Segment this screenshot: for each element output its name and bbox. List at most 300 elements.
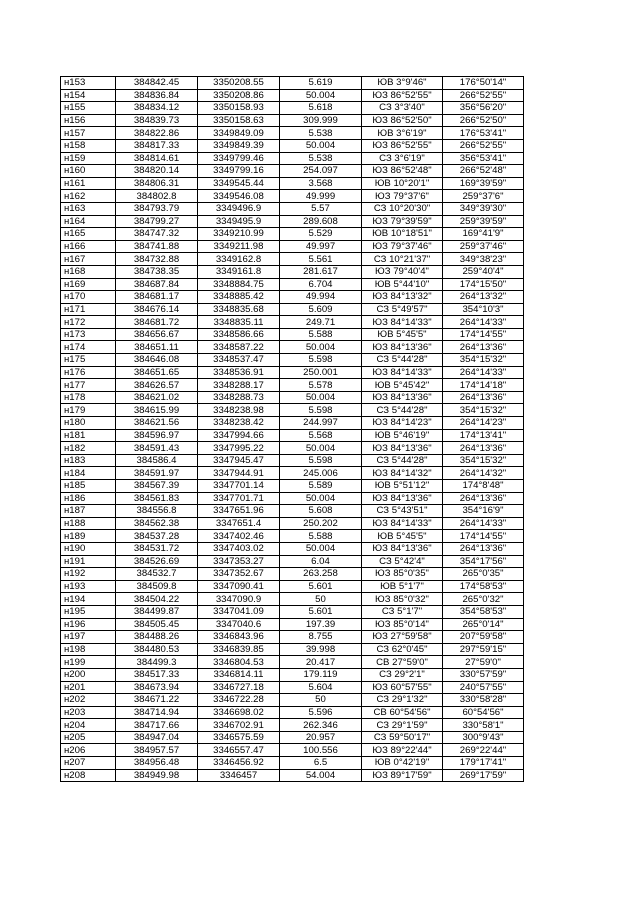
x-coordinate-cell: 384822.86 [116, 127, 198, 140]
rhumb-cell: СЗ 5°42'4" [362, 555, 443, 568]
length-cell: 5.608 [280, 505, 362, 518]
y-coordinate-cell: 3347403.02 [198, 542, 280, 555]
table-row [61, 568, 524, 581]
azimuth-cell: 27°59'0" [443, 656, 524, 669]
rhumb-cell: ЮВ 10°18'51" [362, 228, 443, 241]
rhumb-cell: СЗ 29°1'59" [362, 719, 443, 732]
length-cell: 6.5 [280, 757, 362, 770]
azimuth-cell: 354°15'32" [443, 454, 524, 467]
azimuth-cell: 179°17'41" [443, 757, 524, 770]
y-coordinate-cell: 3347995.22 [198, 442, 280, 455]
x-coordinate-cell: 384591.97 [116, 467, 198, 480]
x-coordinate-cell: 384504.22 [116, 593, 198, 606]
x-coordinate-cell: 384806.31 [116, 177, 198, 190]
rhumb-cell: СЗ 62°0'45" [362, 643, 443, 656]
table-row [61, 202, 524, 215]
length-cell: 5.538 [280, 152, 362, 165]
length-cell: 309.999 [280, 114, 362, 127]
table-row [61, 89, 524, 102]
azimuth-cell: 349°38'23" [443, 253, 524, 266]
rhumb-cell: ЮВ 10°20'1" [362, 177, 443, 190]
table-row [61, 417, 524, 430]
table-row [61, 177, 524, 190]
azimuth-cell: 264°13'36" [443, 341, 524, 354]
rhumb-cell: ЮВ 5°51'12" [362, 480, 443, 493]
length-cell: 50.004 [280, 139, 362, 152]
table-row [61, 139, 524, 152]
table-row [61, 77, 524, 90]
azimuth-cell: 176°53'41" [443, 127, 524, 140]
rhumb-cell: ЮЗ 84°14'33" [362, 517, 443, 530]
point-id-cell: н186 [61, 492, 116, 505]
length-cell: 50.004 [280, 492, 362, 505]
length-cell: 6.04 [280, 555, 362, 568]
y-coordinate-cell: 3350208.55 [198, 77, 280, 90]
azimuth-cell: 266°52'48" [443, 165, 524, 178]
rhumb-cell: ЮЗ 84°13'32" [362, 291, 443, 304]
table-row [61, 555, 524, 568]
azimuth-cell: 264°14'33" [443, 316, 524, 329]
point-id-cell: н196 [61, 618, 116, 631]
y-coordinate-cell: 3346698.02 [198, 706, 280, 719]
table-row [61, 165, 524, 178]
x-coordinate-cell: 384621.02 [116, 391, 198, 404]
azimuth-cell: 207°59'58" [443, 631, 524, 644]
rhumb-cell: ЮЗ 85°0'35" [362, 568, 443, 581]
x-coordinate-cell: 384517.33 [116, 668, 198, 681]
table-row [61, 744, 524, 757]
y-coordinate-cell: 3347945.47 [198, 454, 280, 467]
rhumb-cell: ЮЗ 27°59'58" [362, 631, 443, 644]
length-cell: 5.596 [280, 706, 362, 719]
point-id-cell: н158 [61, 139, 116, 152]
table-row [61, 114, 524, 127]
x-coordinate-cell: 384714.94 [116, 706, 198, 719]
y-coordinate-cell: 3348288.17 [198, 379, 280, 392]
table-row [61, 190, 524, 203]
x-coordinate-cell: 384793.79 [116, 202, 198, 215]
rhumb-cell: ЮЗ 89°17'59" [362, 769, 443, 782]
point-id-cell: н205 [61, 731, 116, 744]
point-id-cell: н153 [61, 77, 116, 90]
table-row [61, 278, 524, 291]
azimuth-cell: 174°14'55" [443, 328, 524, 341]
x-coordinate-cell: 384531.72 [116, 542, 198, 555]
length-cell: 263.258 [280, 568, 362, 581]
x-coordinate-cell: 384596.97 [116, 429, 198, 442]
y-coordinate-cell: 3349545.44 [198, 177, 280, 190]
point-id-cell: н174 [61, 341, 116, 354]
azimuth-cell: 264°13'36" [443, 542, 524, 555]
x-coordinate-cell: 384499.3 [116, 656, 198, 669]
x-coordinate-cell: 384586.4 [116, 454, 198, 467]
y-coordinate-cell: 3349161.8 [198, 265, 280, 278]
x-coordinate-cell: 384681.17 [116, 291, 198, 304]
y-coordinate-cell: 3346814.11 [198, 668, 280, 681]
x-coordinate-cell: 384839.73 [116, 114, 198, 127]
azimuth-cell: 300°9'43" [443, 731, 524, 744]
point-id-cell: н195 [61, 605, 116, 618]
length-cell: 254.097 [280, 165, 362, 178]
point-id-cell: н170 [61, 291, 116, 304]
rhumb-cell: ЮВ 5°46'19" [362, 429, 443, 442]
x-coordinate-cell: 384676.14 [116, 303, 198, 316]
y-coordinate-cell: 3346575.59 [198, 731, 280, 744]
rhumb-cell: ЮЗ 79°39'59" [362, 215, 443, 228]
azimuth-cell: 354°58'53" [443, 605, 524, 618]
length-cell: 49.994 [280, 291, 362, 304]
point-id-cell: н166 [61, 240, 116, 253]
azimuth-cell: 259°39'59" [443, 215, 524, 228]
rhumb-cell: СЗ 5°1'7" [362, 605, 443, 618]
azimuth-cell: 265°0'32" [443, 593, 524, 606]
x-coordinate-cell: 384626.57 [116, 379, 198, 392]
y-coordinate-cell: 3348536.91 [198, 366, 280, 379]
table-row [61, 643, 524, 656]
x-coordinate-cell: 384480.53 [116, 643, 198, 656]
azimuth-cell: 269°22'44" [443, 744, 524, 757]
azimuth-cell: 264°13'36" [443, 442, 524, 455]
table-row [61, 593, 524, 606]
point-id-cell: н200 [61, 668, 116, 681]
point-id-cell: н164 [61, 215, 116, 228]
point-id-cell: н185 [61, 480, 116, 493]
azimuth-cell: 265°0'35" [443, 568, 524, 581]
table-row [61, 530, 524, 543]
y-coordinate-cell: 3346702.91 [198, 719, 280, 732]
y-coordinate-cell: 3349211.98 [198, 240, 280, 253]
x-coordinate-cell: 384505.45 [116, 618, 198, 631]
y-coordinate-cell: 3346722.28 [198, 694, 280, 707]
azimuth-cell: 266°52'50" [443, 114, 524, 127]
y-coordinate-cell: 3348885.42 [198, 291, 280, 304]
rhumb-cell: ЮЗ 86°52'55" [362, 89, 443, 102]
y-coordinate-cell: 3349162.8 [198, 253, 280, 266]
table-row [61, 316, 524, 329]
rhumb-cell: ЮВ 0°42'19" [362, 757, 443, 770]
y-coordinate-cell: 3347651.4 [198, 517, 280, 530]
azimuth-cell: 330°58'28" [443, 694, 524, 707]
y-coordinate-cell: 3348288.73 [198, 391, 280, 404]
azimuth-cell: 349°39'30" [443, 202, 524, 215]
point-id-cell: н160 [61, 165, 116, 178]
point-id-cell: н192 [61, 568, 116, 581]
point-id-cell: н161 [61, 177, 116, 190]
table-row [61, 328, 524, 341]
length-cell: 5.568 [280, 429, 362, 442]
azimuth-cell: 264°14'23" [443, 417, 524, 430]
point-id-cell: н184 [61, 467, 116, 480]
rhumb-cell: ЮЗ 84°14'32" [362, 467, 443, 480]
length-cell: 20.957 [280, 731, 362, 744]
azimuth-cell: 264°14'32" [443, 467, 524, 480]
table-row [61, 769, 524, 782]
x-coordinate-cell: 384591.43 [116, 442, 198, 455]
table-row [61, 354, 524, 367]
rhumb-cell: ЮВ 5°45'5" [362, 530, 443, 543]
length-cell: 5.529 [280, 228, 362, 241]
table-row [61, 152, 524, 165]
table-row [61, 694, 524, 707]
x-coordinate-cell: 384681.72 [116, 316, 198, 329]
rhumb-cell: СЗ 59°50'17" [362, 731, 443, 744]
table-row [61, 429, 524, 442]
point-id-cell: н182 [61, 442, 116, 455]
rhumb-cell: ЮЗ 84°14'33" [362, 316, 443, 329]
point-id-cell: н190 [61, 542, 116, 555]
azimuth-cell: 297°59'15" [443, 643, 524, 656]
table-row [61, 391, 524, 404]
length-cell: 50 [280, 694, 362, 707]
table-row [61, 265, 524, 278]
y-coordinate-cell: 3350158.63 [198, 114, 280, 127]
rhumb-cell: ЮЗ 79°37'6" [362, 190, 443, 203]
point-id-cell: н175 [61, 354, 116, 367]
y-coordinate-cell: 3348835.11 [198, 316, 280, 329]
y-coordinate-cell: 3347040.6 [198, 618, 280, 631]
table-row [61, 467, 524, 480]
rhumb-cell: ЮЗ 79°40'4" [362, 265, 443, 278]
length-cell: 50.004 [280, 442, 362, 455]
x-coordinate-cell: 384949.98 [116, 769, 198, 782]
length-cell: 262.346 [280, 719, 362, 732]
length-cell: 197.39 [280, 618, 362, 631]
rhumb-cell: СЗ 5°44'28" [362, 404, 443, 417]
azimuth-cell: 240°57'55" [443, 681, 524, 694]
x-coordinate-cell: 384820.14 [116, 165, 198, 178]
y-coordinate-cell: 3346804.53 [198, 656, 280, 669]
length-cell: 6.704 [280, 278, 362, 291]
table-row [61, 240, 524, 253]
table-row [61, 215, 524, 228]
azimuth-cell: 174°8'48" [443, 480, 524, 493]
length-cell: 5.618 [280, 102, 362, 115]
point-id-cell: н202 [61, 694, 116, 707]
rhumb-cell: СЗ 10°20'30" [362, 202, 443, 215]
y-coordinate-cell: 3347944.91 [198, 467, 280, 480]
y-coordinate-cell: 3349546.08 [198, 190, 280, 203]
rhumb-cell: СЗ 29°2'1" [362, 668, 443, 681]
y-coordinate-cell: 3347701.14 [198, 480, 280, 493]
rhumb-cell: СЗ 5°43'51" [362, 505, 443, 518]
x-coordinate-cell: 384499.87 [116, 605, 198, 618]
point-id-cell: н177 [61, 379, 116, 392]
y-coordinate-cell: 3349496.9 [198, 202, 280, 215]
azimuth-cell: 354°15'32" [443, 354, 524, 367]
rhumb-cell: СЗ 3°6'19" [362, 152, 443, 165]
point-id-cell: н201 [61, 681, 116, 694]
table-row [61, 127, 524, 140]
length-cell: 245.006 [280, 467, 362, 480]
table-row [61, 341, 524, 354]
x-coordinate-cell: 384956.48 [116, 757, 198, 770]
x-coordinate-cell: 384741.88 [116, 240, 198, 253]
y-coordinate-cell: 3349799.46 [198, 152, 280, 165]
y-coordinate-cell: 3346557.47 [198, 744, 280, 757]
length-cell: 5.578 [280, 379, 362, 392]
length-cell: 5.604 [280, 681, 362, 694]
length-cell: 100.556 [280, 744, 362, 757]
point-id-cell: н173 [61, 328, 116, 341]
azimuth-cell: 60°54'56" [443, 706, 524, 719]
length-cell: 49.997 [280, 240, 362, 253]
azimuth-cell: 356°53'41" [443, 152, 524, 165]
length-cell: 5.609 [280, 303, 362, 316]
x-coordinate-cell: 384732.88 [116, 253, 198, 266]
table-row [61, 253, 524, 266]
azimuth-cell: 356°56'20" [443, 102, 524, 115]
azimuth-cell: 264°13'36" [443, 492, 524, 505]
x-coordinate-cell: 384717.66 [116, 719, 198, 732]
x-coordinate-cell: 384738.35 [116, 265, 198, 278]
point-id-cell: н163 [61, 202, 116, 215]
length-cell: 49.999 [280, 190, 362, 203]
table-row [61, 379, 524, 392]
table-row [61, 480, 524, 493]
y-coordinate-cell: 3347353.27 [198, 555, 280, 568]
rhumb-cell: ЮЗ 84°13'36" [362, 442, 443, 455]
point-id-cell: н178 [61, 391, 116, 404]
point-id-cell: н208 [61, 769, 116, 782]
x-coordinate-cell: 384802.8 [116, 190, 198, 203]
length-cell: 281.617 [280, 265, 362, 278]
x-coordinate-cell: 384509.8 [116, 580, 198, 593]
azimuth-cell: 259°37'46" [443, 240, 524, 253]
point-id-cell: н159 [61, 152, 116, 165]
length-cell: 50.004 [280, 391, 362, 404]
y-coordinate-cell: 3347402.46 [198, 530, 280, 543]
azimuth-cell: 264°13'36" [443, 391, 524, 404]
azimuth-cell: 354°16'9" [443, 505, 524, 518]
rhumb-cell: СЗ 5°49'57" [362, 303, 443, 316]
azimuth-cell: 259°40'4" [443, 265, 524, 278]
y-coordinate-cell: 3349210.99 [198, 228, 280, 241]
coordinates-table [60, 76, 524, 782]
y-coordinate-cell: 3346727.18 [198, 681, 280, 694]
y-coordinate-cell: 3346839.85 [198, 643, 280, 656]
azimuth-cell: 176°50'14" [443, 77, 524, 90]
azimuth-cell: 269°17'59" [443, 769, 524, 782]
length-cell: 50.004 [280, 542, 362, 555]
point-id-cell: н194 [61, 593, 116, 606]
rhumb-cell: СЗ 3°3'40" [362, 102, 443, 115]
length-cell: 5.538 [280, 127, 362, 140]
rhumb-cell: СЗ 5°44'28" [362, 354, 443, 367]
y-coordinate-cell: 3347041.09 [198, 605, 280, 618]
y-coordinate-cell: 3346843.96 [198, 631, 280, 644]
table-row [61, 102, 524, 115]
length-cell: 289.608 [280, 215, 362, 228]
point-id-cell: н180 [61, 417, 116, 430]
length-cell: 3.568 [280, 177, 362, 190]
point-id-cell: н188 [61, 517, 116, 530]
y-coordinate-cell: 3348238.98 [198, 404, 280, 417]
x-coordinate-cell: 384656.67 [116, 328, 198, 341]
table-row [61, 442, 524, 455]
x-coordinate-cell: 384561.83 [116, 492, 198, 505]
table-row [61, 505, 524, 518]
point-id-cell: н191 [61, 555, 116, 568]
rhumb-cell: ЮВ 3°6'19" [362, 127, 443, 140]
x-coordinate-cell: 384842.45 [116, 77, 198, 90]
length-cell: 5.598 [280, 354, 362, 367]
table-row [61, 404, 524, 417]
x-coordinate-cell: 384673.94 [116, 681, 198, 694]
table-row [61, 681, 524, 694]
x-coordinate-cell: 384532.7 [116, 568, 198, 581]
azimuth-cell: 264°14'33" [443, 366, 524, 379]
table-row [61, 228, 524, 241]
length-cell: 250.202 [280, 517, 362, 530]
table-row [61, 757, 524, 770]
azimuth-cell: 330°58'1" [443, 719, 524, 732]
table-row [61, 631, 524, 644]
x-coordinate-cell: 384671.22 [116, 694, 198, 707]
point-id-cell: н155 [61, 102, 116, 115]
table-row [61, 366, 524, 379]
x-coordinate-cell: 384834.12 [116, 102, 198, 115]
y-coordinate-cell: 3347090.41 [198, 580, 280, 593]
point-id-cell: н156 [61, 114, 116, 127]
y-coordinate-cell: 3349849.09 [198, 127, 280, 140]
azimuth-cell: 259°37'6" [443, 190, 524, 203]
length-cell: 250.001 [280, 366, 362, 379]
y-coordinate-cell: 3349849.39 [198, 139, 280, 152]
azimuth-cell: 174°13'41" [443, 429, 524, 442]
x-coordinate-cell: 384747.32 [116, 228, 198, 241]
azimuth-cell: 264°13'32" [443, 291, 524, 304]
table-row [61, 492, 524, 505]
x-coordinate-cell: 384621.56 [116, 417, 198, 430]
y-coordinate-cell: 3347090.9 [198, 593, 280, 606]
azimuth-cell: 330°57'59" [443, 668, 524, 681]
length-cell: 5.588 [280, 530, 362, 543]
y-coordinate-cell: 3346456.92 [198, 757, 280, 770]
length-cell: 8.755 [280, 631, 362, 644]
x-coordinate-cell: 384537.28 [116, 530, 198, 543]
x-coordinate-cell: 384562.38 [116, 517, 198, 530]
y-coordinate-cell: 3347994.66 [198, 429, 280, 442]
point-id-cell: н157 [61, 127, 116, 140]
length-cell: 5.598 [280, 454, 362, 467]
length-cell: 249.71 [280, 316, 362, 329]
length-cell: 54.004 [280, 769, 362, 782]
azimuth-cell: 354°10'3" [443, 303, 524, 316]
table-row [61, 656, 524, 669]
table-row [61, 542, 524, 555]
x-coordinate-cell: 384651.65 [116, 366, 198, 379]
x-coordinate-cell: 384817.33 [116, 139, 198, 152]
table-row [61, 668, 524, 681]
length-cell: 5.588 [280, 328, 362, 341]
point-id-cell: н199 [61, 656, 116, 669]
length-cell: 5.619 [280, 77, 362, 90]
rhumb-cell: ЮЗ 79°37'46" [362, 240, 443, 253]
rhumb-cell: ЮЗ 84°13'36" [362, 341, 443, 354]
point-id-cell: н168 [61, 265, 116, 278]
azimuth-cell: 266°52'55" [443, 139, 524, 152]
x-coordinate-cell: 384947.04 [116, 731, 198, 744]
length-cell: 50.004 [280, 89, 362, 102]
azimuth-cell: 266°52'55" [443, 89, 524, 102]
x-coordinate-cell: 384957.57 [116, 744, 198, 757]
length-cell: 5.57 [280, 202, 362, 215]
point-id-cell: н165 [61, 228, 116, 241]
azimuth-cell: 264°14'33" [443, 517, 524, 530]
point-id-cell: н204 [61, 719, 116, 732]
y-coordinate-cell: 3348884.75 [198, 278, 280, 291]
point-id-cell: н207 [61, 757, 116, 770]
